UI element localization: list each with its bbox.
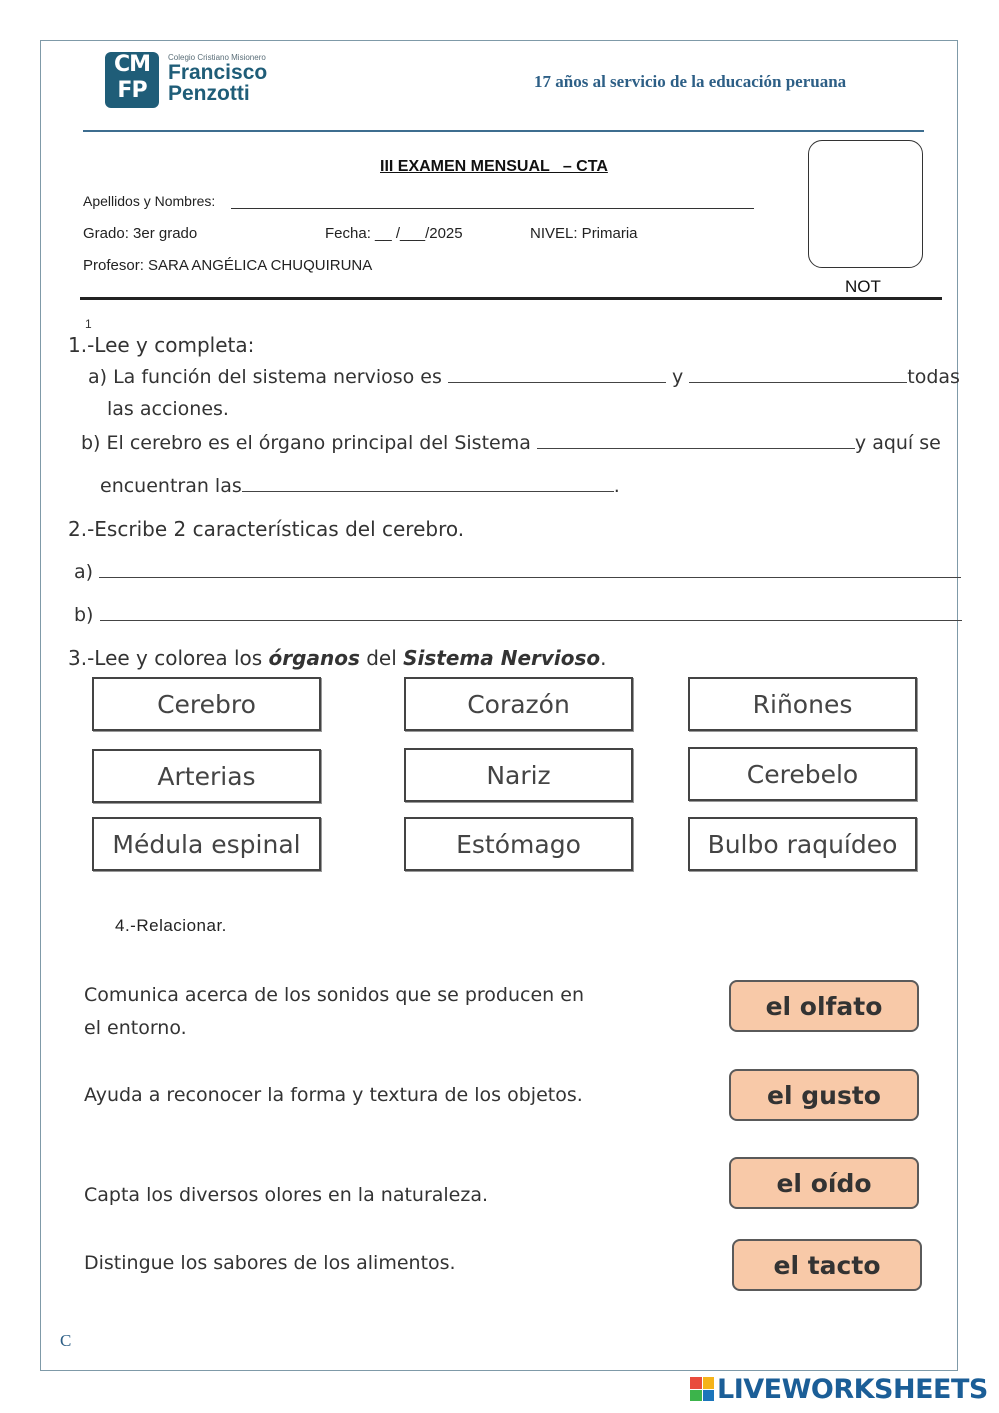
q4-description[interactable]: Ayuda a reconocer la forma y textura de los objetos. [84,1084,583,1106]
organ-box[interactable]: Nariz [404,748,633,802]
level-field: NIVEL: Primaria [530,225,638,242]
q2-title: 2.-Escribe 2 características del cerebro. [68,517,465,541]
q3-title-pre: 3.-Lee y colorea los [68,646,269,670]
q1-a-text: a) La función del sistema nervioso es [88,366,442,388]
liveworksheets-brand[interactable] [690,1374,988,1404]
header-bottom-divider [80,297,942,300]
q1-a-mid: y [671,366,684,388]
exam-title: III EXAMEN MENSUAL – CTA [380,158,608,175]
logo-subtitle: Colegio Cristiano Misionero [168,53,266,62]
stray-mark: 1 [85,317,92,331]
q4-description[interactable]: Capta los diversos olores en la naturaleza. [84,1184,489,1206]
logo-square-blue [703,1390,715,1402]
q1-b-text: b) El cerebro es el órgano principal del Sistema [81,432,531,454]
q4-title: 4.-Relacionar. [115,916,227,935]
school-logo [105,50,290,110]
organ-box[interactable]: Cerebelo [688,747,917,801]
logo-mark: CM FP [105,52,159,108]
corner-mark: C [60,1331,72,1350]
organ-box[interactable]: Corazón [404,677,633,731]
q4-description[interactable]: Comunica acerca de los sonidos que se producen en el entorno. [84,984,584,1039]
sense-option[interactable]: el tacto [732,1239,922,1291]
grade-box [808,140,923,268]
school-motto: 17 años al servicio de la educación peruana [534,72,847,91]
q4-description[interactable]: Distingue los sabores de los alimentos. [84,1252,456,1274]
q1-b-end: y aquí se [854,432,941,454]
q1-title: 1.-Lee y completa: [68,333,255,357]
q1-a-blank-1[interactable] [448,366,666,383]
q3-title-end: . [600,646,607,670]
organ-box[interactable]: Arterias [92,749,321,803]
organ-box[interactable]: Médula espinal [92,817,321,871]
name-label: Apellidos y Nombres: [83,193,216,209]
organ-box[interactable]: Bulbo raquídeo [688,817,917,871]
q1-b-blank-2[interactable] [242,475,614,492]
sense-option[interactable]: el oído [729,1157,919,1209]
q2-a-line [74,561,961,583]
q2-a-label: a) [74,561,94,583]
teacher-field: Profesor: SARA ANGÉLICA CHUQUIRUNA [83,257,373,274]
q1-b-line [81,432,941,454]
logo-name [168,62,267,104]
q1-a-line [88,366,960,388]
q1-a-cont: las acciones. [107,398,229,420]
q3-title-sistema: Sistema Nervioso [403,646,601,670]
q3-title-mid: del [359,646,404,670]
liveworksheets-logo-icon [690,1377,714,1401]
logo-name-line1: Francisco [168,61,268,84]
grade-box-label: NOT [845,277,881,296]
logo-square-yellow [703,1377,715,1389]
sense-option[interactable]: el olfato [729,980,919,1032]
q2-a-blank[interactable] [99,561,961,578]
q1-b-cont-line [100,475,620,497]
grade-field: Grado: 3er grado [83,225,198,242]
liveworksheets-text: LIVEWORKSHEETS [717,1373,988,1405]
q1-a-end: todas [907,366,960,388]
organ-box[interactable]: Cerebro [92,677,321,731]
organ-box[interactable]: Riñones [688,677,917,731]
q3-title-organos: órganos [268,646,360,670]
q2-b-line [74,604,962,626]
q1-b-dot: . [613,475,620,497]
date-field: Fecha: __ /___/2025 [325,225,463,242]
q1-a-blank-2[interactable] [689,366,907,383]
q2-b-label: b) [74,604,94,626]
q3-title [68,646,607,670]
q2-b-blank[interactable] [100,604,962,621]
logo-square-red [690,1377,702,1389]
logo-name-line2: Penzotti [168,82,250,105]
organ-box[interactable]: Estómago [404,817,633,871]
q1-b-cont: encuentran las [100,475,242,497]
sense-option[interactable]: el gusto [729,1069,919,1121]
logo-square-green [690,1390,702,1402]
name-field[interactable] [231,208,754,209]
q1-b-blank-1[interactable] [537,432,855,449]
header-divider [83,130,924,132]
